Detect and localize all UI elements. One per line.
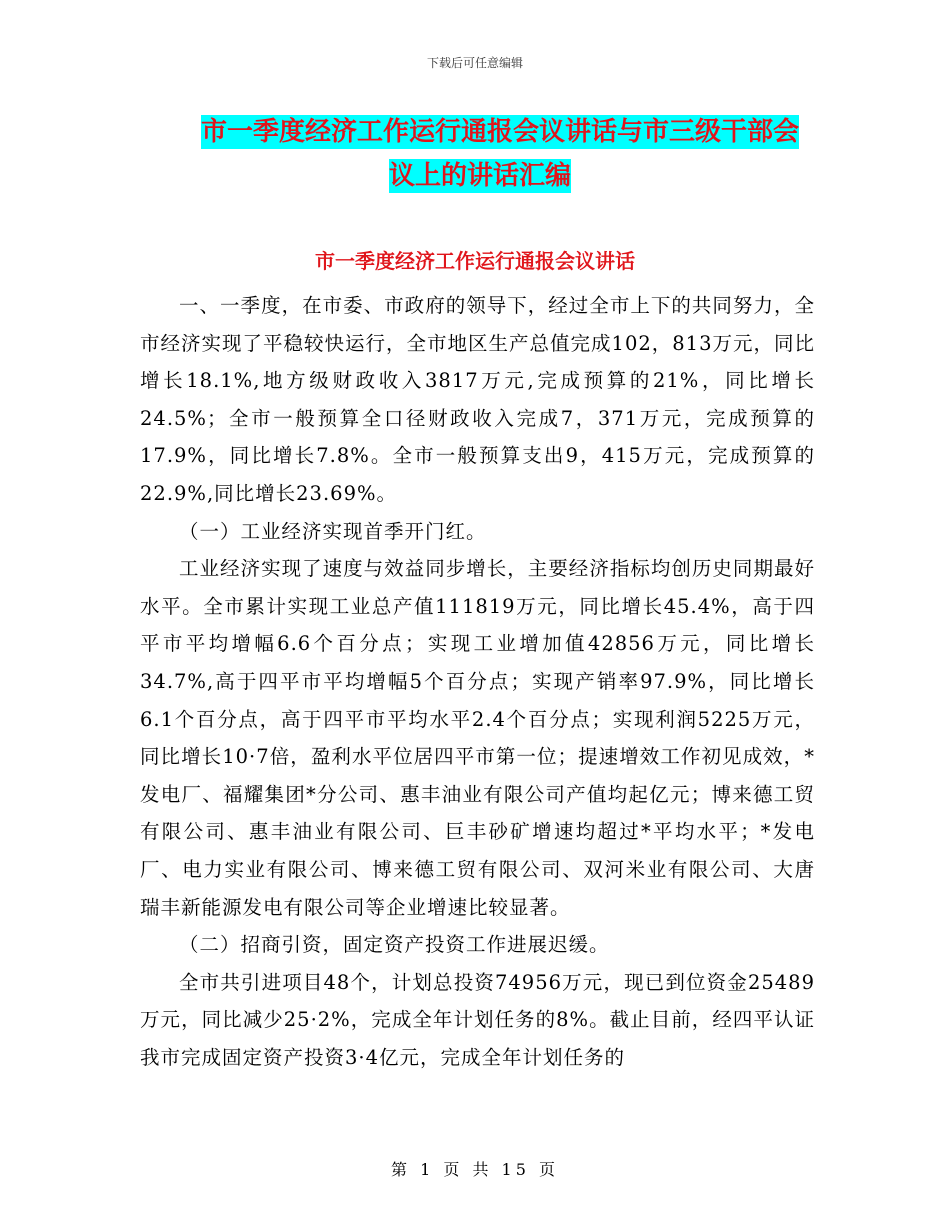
page-footer: 第 1 页 共 15 页	[391, 1160, 559, 1179]
paragraph: 全市共引进项目48个，计划总投资74956万元，现已到位资金25489万元，同比减少25·2%，完成全年计划任务的8%。截止目前，经四平认证我市完成固定资产投资3·4亿元，完成全年计划任务的	[140, 970, 815, 1069]
section-title: 市一季度经济工作运行通报会议讲话	[315, 249, 635, 273]
document-title-line-2: 议上的讲话汇编	[388, 161, 571, 191]
paragraph: （二）招商引资，固定资产投资工作进展迟缓。	[179, 933, 610, 957]
document-title-line-1: 市一季度经济工作运行通报会议讲话与市三级干部会	[200, 117, 799, 147]
body-text	[140, 287, 815, 1076]
paragraph: 一、一季度，在市委、市政府的领导下，经过全市上下的共同努力，全市经济实现了平稳较快运行，全市地区生产总值完成102，813万元，同比增长18.1%,地方级财政收入3817万元,完成预算的21%，同比增长24.5%；全市一般预算全口径财政收入完成7，371万元，完成预算的17.9%，同比增长7.8%。全市一般预算支出9，415万元，完成预算的22.9%,同比增长23.69%。	[140, 294, 815, 505]
header-note: 下载后可任意编辑	[426, 56, 523, 70]
paragraph: 工业经济实现了速度与效益同步增长，主要经济指标均创历史同期最好水平。全市累计实现工业总产值111819万元，同比增长45.4%，高于四平市平均增幅6.6个百分点；实现工业增加值42856万元，同比增长34.7%,高于四平市平均增幅5个百分点；实现产销率97.9%，同比增长6.1个百分点，高于四平市平均水平2.4个百分点；实现利润5225万元，同比增长10·7倍，盈利水平位居四平市第一位；提速增效工作初见成效，*发电厂、福耀集团*分公司、惠丰油业有限公司产值均起亿元；博来德工贸有限公司、惠丰油业有限公司、巨丰砂矿增速均超过*平均水平；*发电厂、电力实业有限公司、博来德工贸有限公司、双河米业有限公司、大唐瑞丰新能源发电有限公司等企业增速比较显著。	[140, 557, 815, 919]
paragraph: （一）工业经济实现首季开门红。	[179, 519, 487, 543]
